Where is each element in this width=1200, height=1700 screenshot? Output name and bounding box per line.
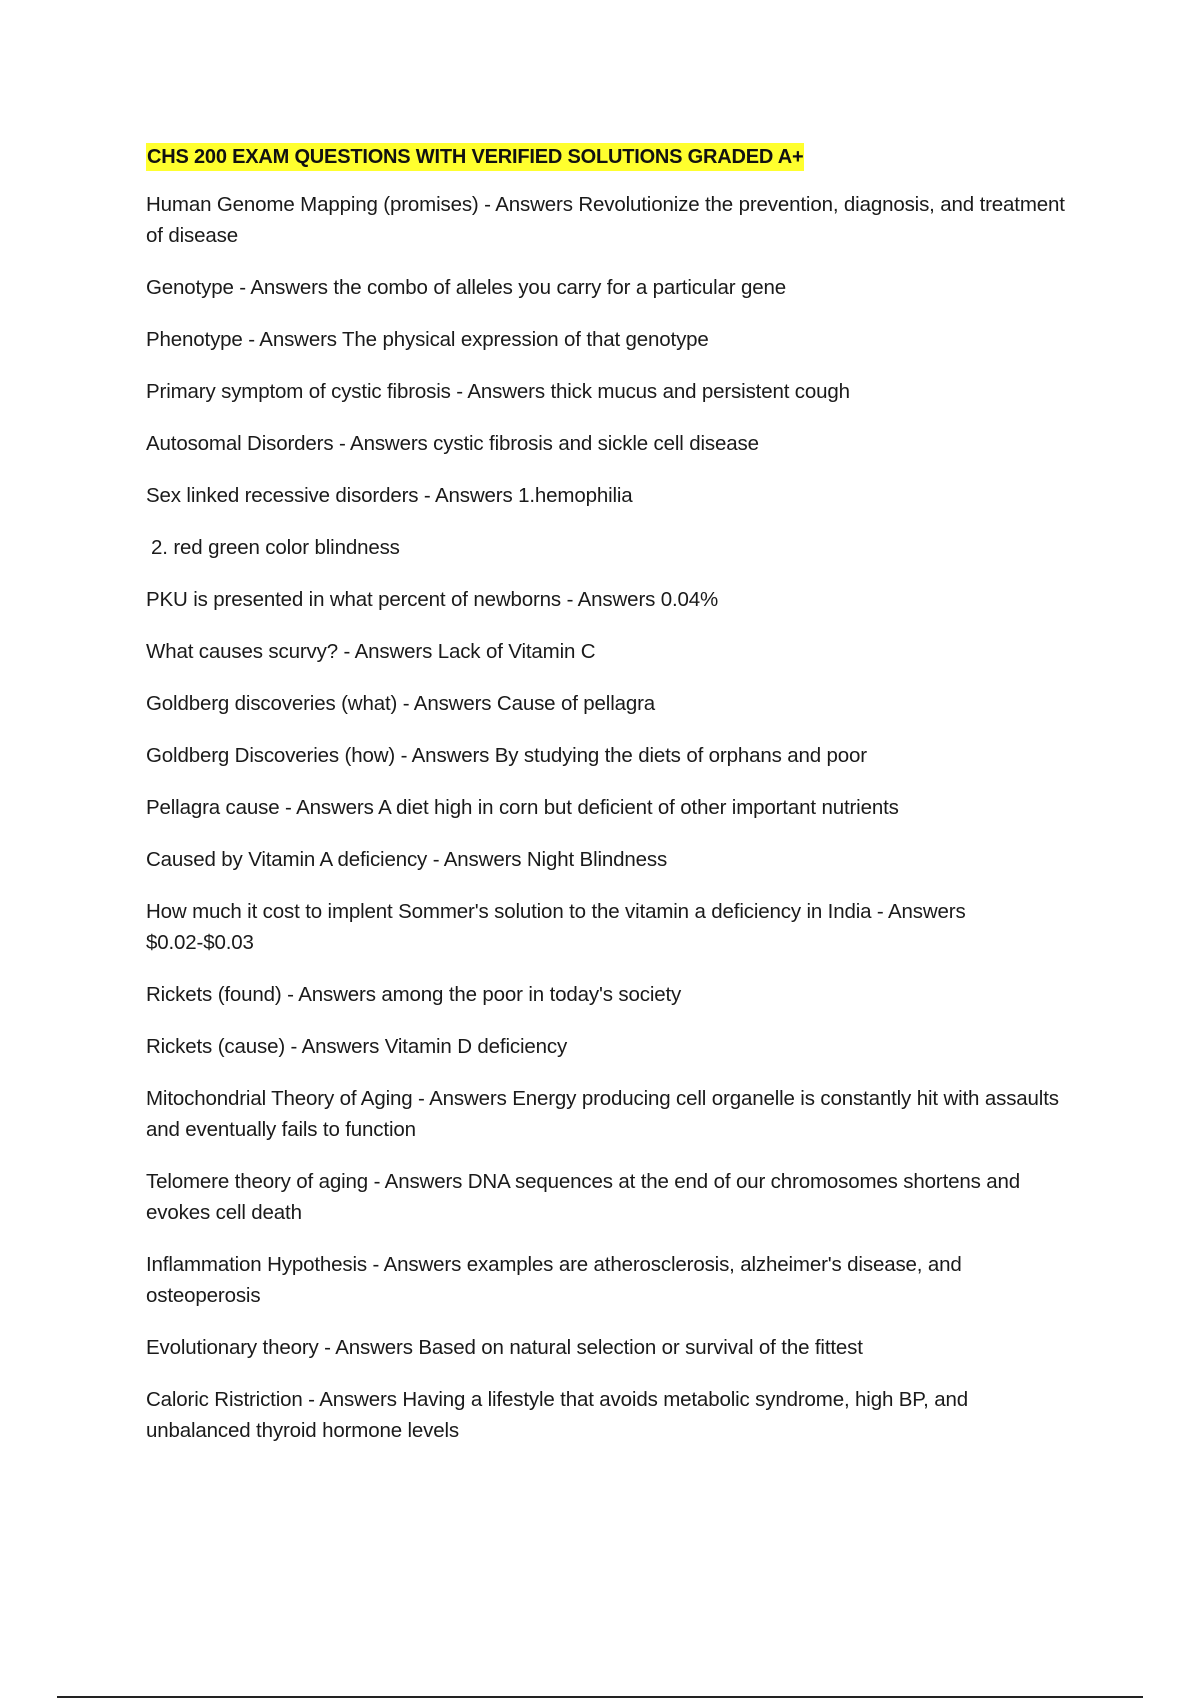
qa-entry: Rickets (cause) - Answers Vitamin D deficiency [146, 1035, 568, 1058]
qa-entry: Autosomal Disorders - Answers cystic fibrosis and sickle cell disease [146, 432, 759, 455]
qa-entry: Telomere theory of aging - Answers DNA sequences at the end of our chromosomes shortens and evokes cell death [146, 1170, 1021, 1224]
qa-entry: How much it cost to implent Sommer's solution to the vitamin a deficiency in India - Answers $0.02-$0.03 [146, 900, 966, 954]
qa-entry: What causes scurvy? - Answers Lack of Vitamin C [146, 640, 596, 663]
qa-entry: Goldberg discoveries (what) - Answers Cause of pellagra [146, 692, 656, 715]
qa-entry: Inflammation Hypothesis - Answers examples are atherosclerosis, alzheimer's disease, and osteoperosis [146, 1253, 962, 1307]
qa-entry: Phenotype - Answers The physical expression of that genotype [146, 328, 709, 351]
qa-entry-continuation: 2. red green color blindness [151, 536, 400, 559]
qa-entry: Primary symptom of cystic fibrosis - Answers thick mucus and persistent cough [146, 380, 850, 403]
qa-entry: Pellagra cause - Answers A diet high in corn but deficient of other important nutrients [146, 796, 899, 819]
qa-entry: Sex linked recessive disorders - Answers 1.hemophilia [146, 484, 633, 507]
qa-entry: Genotype - Answers the combo of alleles you carry for a particular gene [146, 276, 786, 299]
document-title: CHS 200 EXAM QUESTIONS WITH VERIFIED SOLUTIONS GRADED A+ [146, 143, 804, 171]
qa-entry: Caloric Ristriction - Answers Having a lifestyle that avoids metabolic syndrome, high BP, and unbalanced thyroid hormone levels [146, 1388, 968, 1442]
footer-divider [57, 1696, 1143, 1698]
document-body [146, 143, 1076, 1467]
qa-entry: PKU is presented in what percent of newborns - Answers 0.04% [146, 588, 719, 611]
qa-entry: Caused by Vitamin A deficiency - Answers Night Blindness [146, 848, 668, 871]
qa-entry: Mitochondrial Theory of Aging - Answers Energy producing cell organelle is constantly hit with assaults and eventually fails to function [146, 1087, 1059, 1141]
qa-entry: Human Genome Mapping (promises) - Answers Revolutionize the prevention, diagnosis, and treatment of disease [146, 193, 1065, 247]
qa-entry: Goldberg Discoveries (how) - Answers By studying the diets of orphans and poor [146, 744, 867, 767]
qa-entry: Rickets (found) - Answers among the poor in today's society [146, 983, 682, 1006]
qa-entry: Evolutionary theory - Answers Based on natural selection or survival of the fittest [146, 1336, 863, 1359]
